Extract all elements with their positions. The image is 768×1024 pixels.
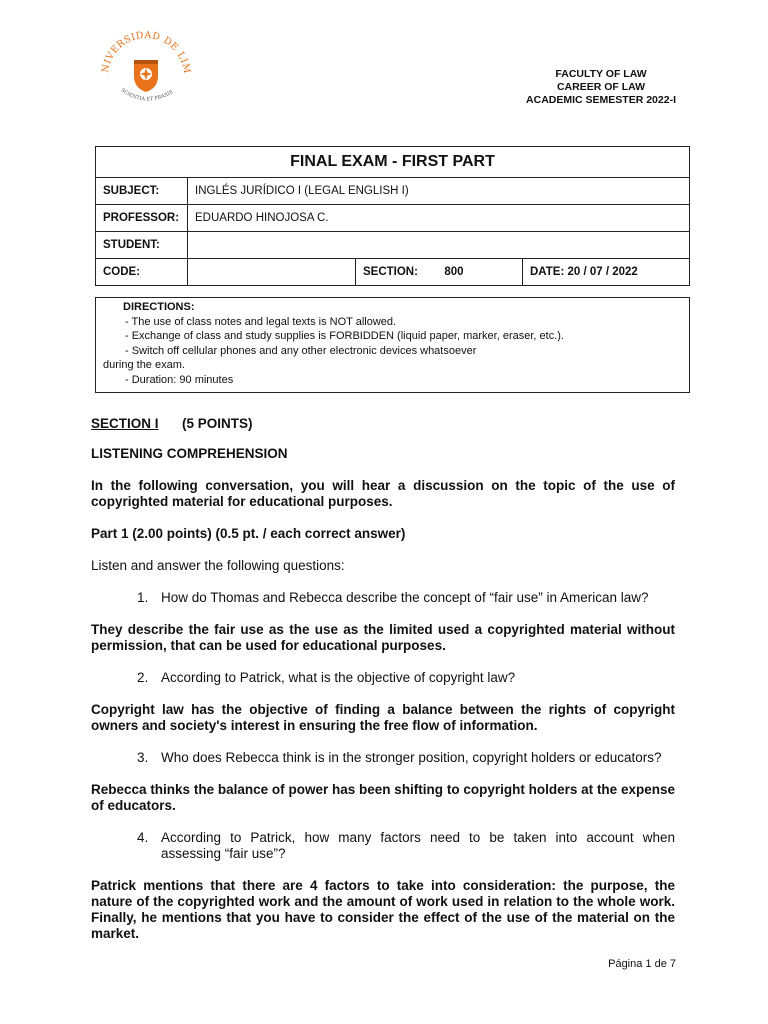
semester-line: ACADEMIC SEMESTER 2022-I [526, 94, 676, 106]
answer-text: Patrick mentions that there are 4 factors to take into consideration: the purpose, the nature of the copyrighted work and the amount of work used in relation to the whole work. Finally, he mentions that you have to consider the effect of the use of the material on the market. [91, 878, 675, 941]
direction-item-continuation: during the exam. [103, 359, 185, 371]
directions-box [95, 297, 690, 393]
section-points: (5 POINTS) [182, 416, 253, 431]
career-line: CAREER OF LAW [556, 81, 646, 93]
date-cell [523, 259, 690, 286]
question-item [137, 830, 675, 862]
direction-item: - Duration: 90 minutes [125, 373, 234, 386]
question-number: 3. [137, 750, 149, 765]
part-heading: Part 1 (2.00 points) (0.5 pt. / each correct answer) [91, 526, 406, 541]
date-value: 20 / 07 / 2022 [567, 266, 638, 278]
student-field[interactable] [188, 232, 690, 259]
section-cell [356, 259, 523, 286]
section-value: 800 [444, 266, 464, 278]
logo-motto: SCIENTIA ET PRAXIS [119, 87, 175, 103]
exam-info-table [95, 146, 690, 286]
direction-item: - The use of class notes and legal texts is NOT allowed. [125, 315, 397, 328]
directions-heading: DIRECTIONS: [123, 301, 195, 313]
question-item [137, 670, 675, 686]
question-text: According to Patrick, what is the objective of copyright law? [161, 670, 516, 685]
code-label: CODE: [96, 259, 188, 286]
section-subtitle: LISTENING COMPREHENSION [91, 446, 288, 461]
question-number: 2. [137, 670, 149, 685]
logo-arc-text: NIVERSIDAD DE LIM [100, 30, 193, 75]
answer-text: Rebecca thinks the balance of power has been shifting to copyright holders at the expense of educators. [91, 782, 675, 813]
instruction-text: Listen and answer the following questions: [91, 558, 345, 573]
exam-title: FINAL EXAM - FIRST PART [96, 147, 690, 178]
subject-label: SUBJECT: [96, 178, 188, 205]
exam-content [91, 416, 675, 942]
professor-label: PROFESSOR: [96, 205, 188, 232]
question-text: According to Patrick, how many factors need to be taken into account when assessing “fair use”? [161, 830, 675, 861]
answer-text: Copyright law has the objective of finding a balance between the rights of copyright owners and society's interest in ensuring the free flow of information. [91, 702, 675, 733]
code-field[interactable] [188, 259, 356, 286]
question-item [137, 750, 675, 766]
subject-value: INGLÉS JURÍDICO I (LEGAL ENGLISH I) [188, 178, 690, 205]
question-text: Who does Rebecca think is in the stronger position, copyright holders or educators? [161, 750, 662, 765]
page-number: Página 1 de 7 [608, 958, 676, 970]
faculty-header [526, 68, 676, 107]
date-label: DATE: [530, 266, 565, 278]
question-number: 4. [137, 830, 149, 845]
answer-text: They describe the fair use as the use as the limited used a copyrighted material without permission, that can be used for educational purposes. [91, 622, 675, 653]
question-text: How do Thomas and Rebecca describe the concept of “fair use” in American law? [161, 590, 649, 605]
university-logo [98, 30, 194, 114]
direction-item: - Exchange of class and study supplies is FORBIDDEN (liquid paper, marker, eraser, etc.). [125, 330, 564, 342]
question-item [137, 590, 675, 606]
section-title: SECTION I [91, 416, 159, 431]
section-label: SECTION: [363, 266, 418, 278]
question-number: 1. [137, 590, 149, 605]
faculty-line: FACULTY OF LAW [555, 68, 647, 80]
student-label: STUDENT: [96, 232, 188, 259]
direction-item: - Switch off cellular phones and any other electronic devices whatsoever [125, 344, 477, 357]
section-intro: In the following conversation, you will hear a discussion on the topic of the use of copyrighted material for educational purposes. [91, 478, 675, 509]
professor-value: EDUARDO HINOJOSA C. [188, 205, 690, 232]
shield-icon [134, 60, 158, 92]
section-heading [91, 416, 675, 432]
